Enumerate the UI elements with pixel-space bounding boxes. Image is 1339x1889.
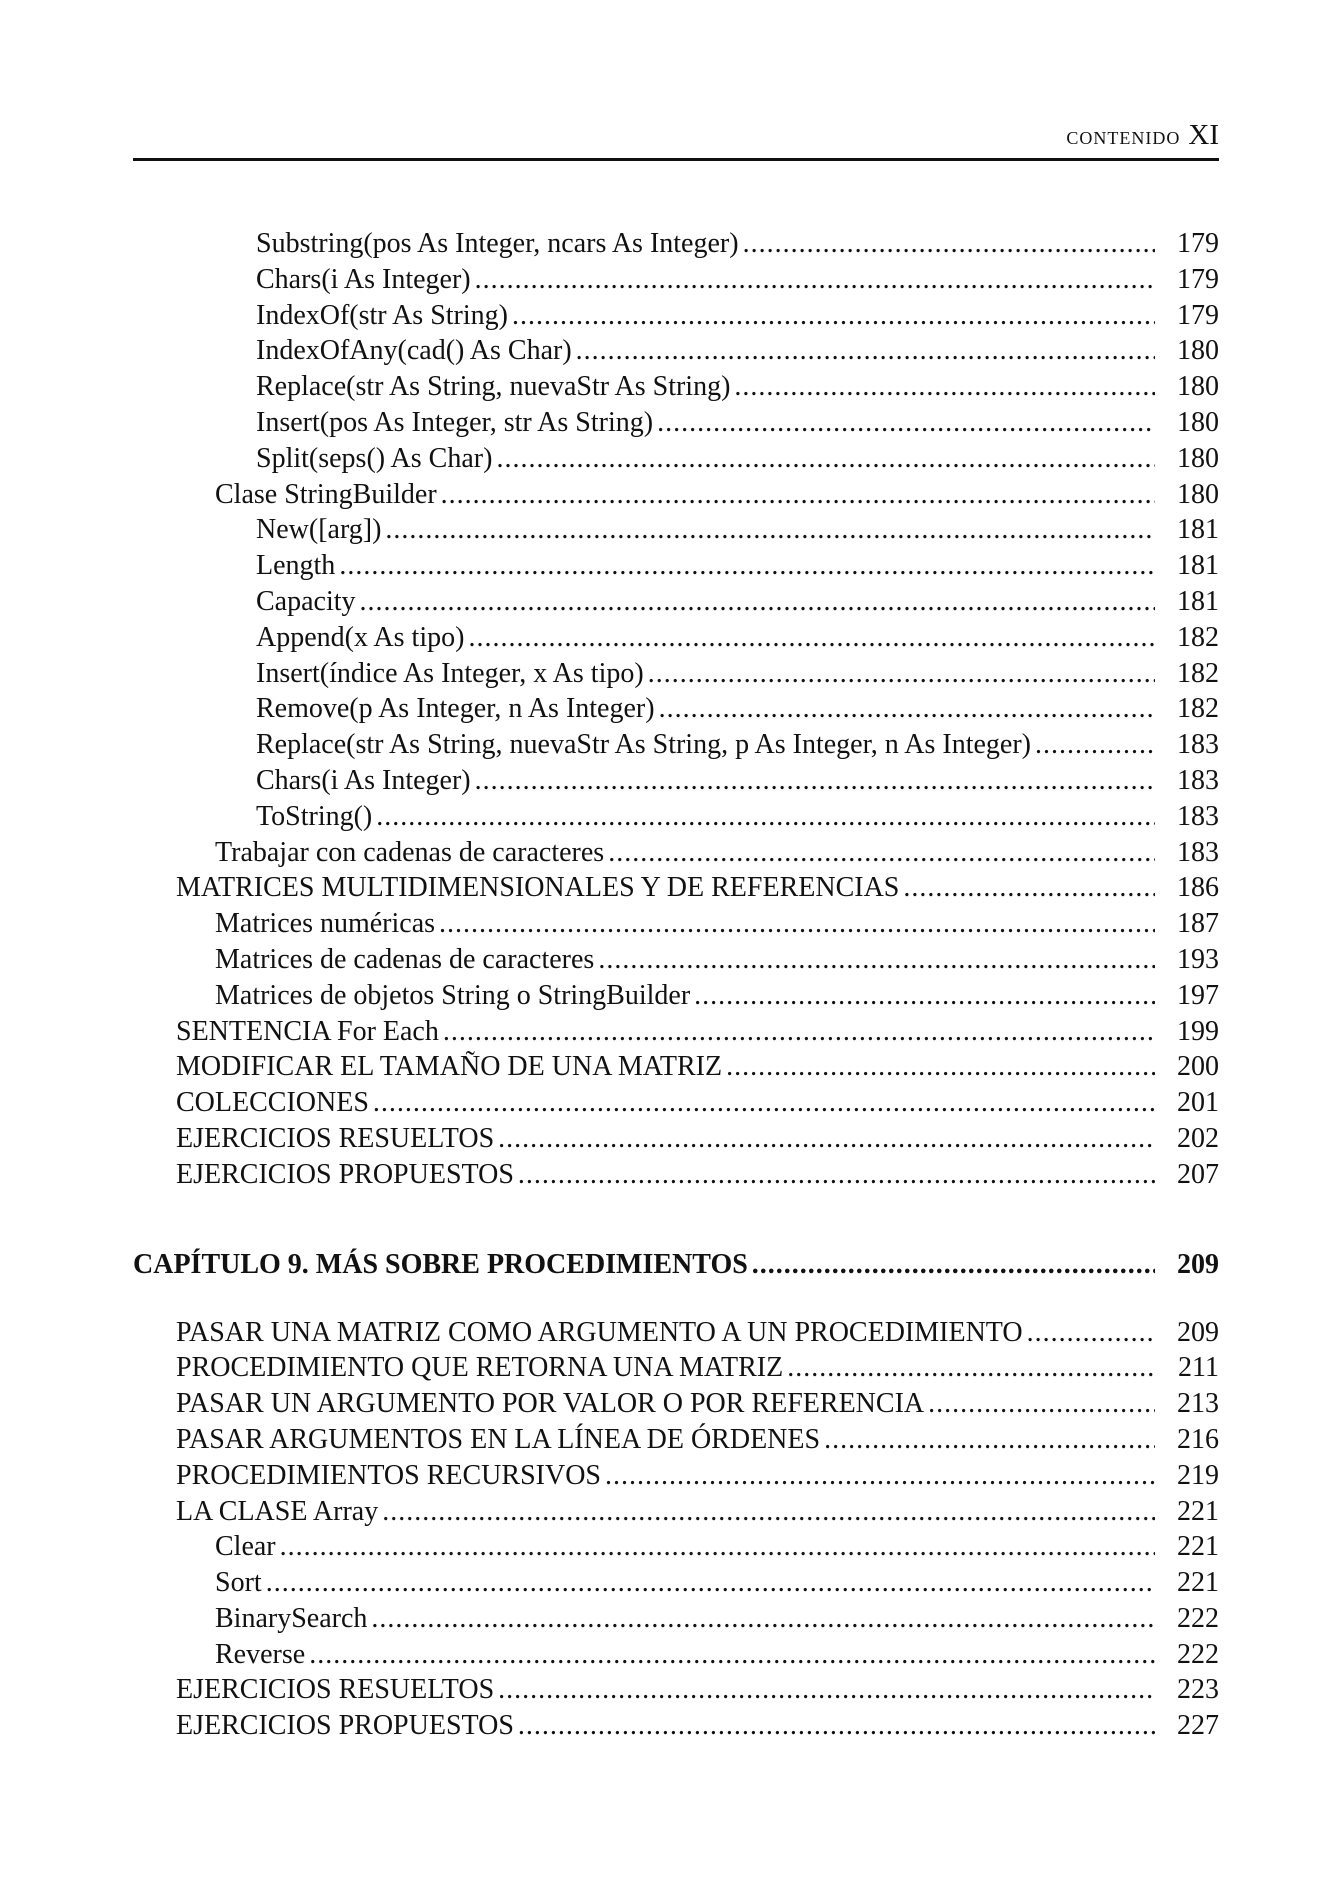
toc-entry-page: 179 [1177, 299, 1219, 331]
toc-entry [133, 1637, 1219, 1673]
dot-leader [496, 441, 1155, 477]
toc-entry [133, 405, 1219, 441]
toc-entry-page: 182 [1177, 621, 1219, 653]
toc-entry [133, 1315, 1219, 1351]
toc-entry-page: 180 [1177, 335, 1219, 367]
toc-entry-title: Insert(índice As Integer, x As tipo) [256, 657, 644, 689]
dot-leader [385, 512, 1155, 548]
dot-leader [659, 691, 1155, 727]
toc-entry-page: 181 [1177, 514, 1219, 546]
toc-entry-title: IndexOfAny(cad() As Char) [256, 335, 572, 367]
toc-entry [133, 262, 1219, 298]
toc-entry-title: Append(x As tipo) [256, 621, 465, 653]
toc-entry-title: EJERCICIOS RESUELTOS [176, 1122, 495, 1154]
toc-entry-title: Replace(str As String, nuevaStr As String) [256, 371, 731, 403]
toc-entry-page: 186 [1177, 872, 1219, 904]
toc-entry-title: PROCEDIMIENTOS RECURSIVOS [176, 1459, 601, 1491]
dot-leader [441, 477, 1155, 513]
toc-entry [133, 799, 1219, 835]
toc-entry [133, 1014, 1219, 1050]
toc-entry [133, 298, 1219, 334]
toc-entry [133, 1672, 1219, 1708]
toc-entry-title: Clear [215, 1531, 276, 1563]
toc-entry-page: 211 [1178, 1352, 1219, 1384]
dot-leader [694, 978, 1155, 1014]
toc-entry-page: 221 [1177, 1567, 1219, 1599]
toc-entry-title: Matrices de objetos String o StringBuilder [215, 979, 691, 1011]
dot-leader [743, 226, 1155, 262]
toc-entry-title: Split(seps() As Char) [256, 442, 493, 474]
toc-entry [133, 1529, 1219, 1565]
dot-leader [1027, 1315, 1155, 1351]
toc-entry [133, 369, 1219, 405]
dot-leader [787, 1350, 1155, 1386]
toc-entry [133, 1601, 1219, 1637]
toc-entry-title: Reverse [215, 1638, 306, 1670]
dot-leader [648, 656, 1155, 692]
toc-entry-page: 213 [1177, 1388, 1219, 1420]
toc-entry [133, 620, 1219, 656]
toc-entry [133, 1049, 1219, 1085]
toc-entry [133, 477, 1219, 513]
toc-entry-page: 180 [1177, 371, 1219, 403]
toc-entry-title: Clase StringBuilder [215, 478, 437, 510]
toc-entry-title: Chars(i As Integer) [256, 263, 471, 295]
dot-leader [498, 1121, 1155, 1157]
dot-leader [376, 799, 1155, 835]
toc-entry-title: PASAR UNA MATRIZ COMO ARGUMENTO A UN PROCEDIMIENTO [176, 1316, 1023, 1348]
toc-entry-title: IndexOf(str As String) [256, 299, 508, 331]
toc-entry-page: 222 [1177, 1602, 1219, 1634]
running-header [1066, 119, 1219, 152]
header-label: CONTENIDO [1066, 128, 1181, 148]
toc-entry-page: 221 [1177, 1495, 1219, 1527]
toc-entry [133, 333, 1219, 369]
toc-entry-page: 207 [1177, 1158, 1219, 1190]
toc-entry-title: SENTENCIA For Each [176, 1015, 439, 1047]
toc-entry [133, 1386, 1219, 1422]
toc-entry-page: 227 [1177, 1710, 1219, 1742]
toc-entry-title: MODIFICAR EL TAMAÑO DE UNA MATRIZ [176, 1051, 723, 1083]
toc-entry-page: 183 [1177, 764, 1219, 796]
dot-leader [475, 763, 1155, 799]
toc-entry [133, 1157, 1219, 1193]
toc-entry [133, 226, 1219, 262]
toc-entry-page: 181 [1177, 585, 1219, 617]
dot-leader [518, 1157, 1155, 1193]
toc-entry-title: LA CLASE Array [176, 1495, 379, 1527]
toc-entry [133, 691, 1219, 727]
toc-entry-title: Sort [215, 1567, 262, 1599]
chapter-heading [133, 1245, 1219, 1285]
toc-entry-page: 187 [1177, 908, 1219, 940]
dot-leader [443, 1014, 1155, 1050]
toc-entry-title: EJERCICIOS PROPUESTOS [176, 1158, 514, 1190]
dot-leader [928, 1386, 1155, 1422]
toc-entry-title: EJERCICIOS RESUELTOS [176, 1674, 495, 1706]
toc-entry [133, 727, 1219, 763]
dot-leader [439, 906, 1155, 942]
table-of-contents [133, 226, 1219, 1744]
toc-entry-title: COLECCIONES [176, 1087, 369, 1119]
dot-leader [657, 405, 1155, 441]
toc-entry-title: Insert(pos As Integer, str As String) [256, 406, 654, 438]
toc-entry-title: Matrices numéricas [215, 908, 436, 940]
toc-entry-title: EJERCICIOS PROPUESTOS [176, 1710, 514, 1742]
toc-entry-page: 179 [1177, 228, 1219, 259]
toc-entry-title: BinarySearch [215, 1602, 368, 1634]
dot-leader [309, 1637, 1155, 1673]
dot-leader [903, 870, 1155, 906]
toc-entry-title: Replace(str As String, nuevaStr As String, p As Integer, n As Integer) [256, 729, 1031, 761]
toc-entry-page: 180 [1177, 406, 1219, 438]
toc-entry-page: 197 [1177, 979, 1219, 1011]
toc-entry-page: 221 [1177, 1531, 1219, 1563]
toc-entry [133, 1121, 1219, 1157]
toc-entry-title: Remove(p As Integer, n As Integer) [256, 693, 655, 725]
toc-entry-title: Substring(pos As Integer, ncars As Integer) [256, 228, 739, 259]
toc-entry-page: 199 [1177, 1015, 1219, 1047]
dot-leader [605, 1458, 1155, 1494]
toc-entry [133, 1085, 1219, 1121]
toc-entry-title: Length [256, 550, 336, 582]
toc-entry [133, 870, 1219, 906]
toc-entry-page: 200 [1177, 1051, 1219, 1083]
toc-entry-page: 201 [1177, 1087, 1219, 1119]
dot-leader [339, 548, 1155, 584]
toc-entry-title: Trabajar con cadenas de caracteres [215, 836, 605, 868]
toc-entry [133, 1565, 1219, 1601]
toc-entry [133, 441, 1219, 477]
dot-leader [824, 1422, 1155, 1458]
chapter-title: CAPÍTULO 9. MÁS SOBRE PROCEDIMIENTOS [133, 1248, 748, 1280]
toc-entry-title: PROCEDIMIENTO QUE RETORNA UNA MATRIZ [176, 1352, 784, 1384]
dot-leader [373, 1085, 1155, 1121]
toc-entry [133, 1708, 1219, 1744]
toc-entry [133, 584, 1219, 620]
dot-leader [598, 942, 1155, 978]
dot-leader [266, 1565, 1155, 1601]
toc-entry [133, 942, 1219, 978]
toc-entry-page: 181 [1177, 550, 1219, 582]
toc-entry-page: 183 [1177, 729, 1219, 761]
toc-entry [133, 763, 1219, 799]
toc-entry-page: 216 [1177, 1423, 1219, 1455]
toc-entry-page: 180 [1177, 478, 1219, 510]
toc-entry-title: Chars(i As Integer) [256, 764, 471, 796]
toc-entry-title: MATRICES MULTIDIMENSIONALES Y DE REFERENCIAS [176, 872, 900, 904]
toc-entry-page: 180 [1177, 442, 1219, 474]
toc-entry-title: Capacity [256, 585, 356, 617]
toc-entry-page: 223 [1177, 1674, 1219, 1706]
dot-leader [576, 333, 1155, 369]
dot-leader [498, 1672, 1155, 1708]
dot-leader [752, 1245, 1155, 1285]
toc-entry [133, 1494, 1219, 1530]
toc-entry-title: Matrices de cadenas de caracteres [215, 943, 595, 975]
toc-entry-page: 183 [1177, 800, 1219, 832]
toc-entry-page: 182 [1177, 657, 1219, 689]
toc-entry [133, 835, 1219, 871]
toc-section-after [133, 1315, 1219, 1745]
toc-entry-page: 219 [1177, 1459, 1219, 1491]
dot-leader [518, 1708, 1155, 1744]
dot-leader [512, 298, 1155, 334]
toc-entry-page: 202 [1177, 1122, 1219, 1154]
dot-leader [382, 1494, 1155, 1530]
toc-entry [133, 1458, 1219, 1494]
toc-entry-page: 193 [1177, 943, 1219, 975]
dot-leader [360, 584, 1155, 620]
toc-section-before [133, 226, 1219, 1193]
toc-entry-page: 183 [1177, 836, 1219, 868]
toc-entry [133, 512, 1219, 548]
dot-leader [468, 620, 1155, 656]
dot-leader [608, 835, 1155, 871]
toc-entry-title: New([arg]) [256, 514, 382, 546]
dot-leader [371, 1601, 1155, 1637]
toc-entry-title: ToString() [256, 800, 373, 832]
dot-leader [726, 1049, 1155, 1085]
toc-entry [133, 906, 1219, 942]
toc-entry-title: PASAR ARGUMENTOS EN LA LÍNEA DE ÓRDENES [176, 1423, 821, 1455]
dot-leader [280, 1529, 1155, 1565]
toc-entry [133, 548, 1219, 584]
toc-entry [133, 656, 1219, 692]
header-page-number: XI [1188, 119, 1219, 151]
toc-entry [133, 1350, 1219, 1386]
page-header [133, 118, 1219, 161]
toc-entry-title: PASAR UN ARGUMENTO POR VALOR O POR REFERENCIA [176, 1388, 925, 1420]
toc-entry [133, 1422, 1219, 1458]
toc-entry-page: 179 [1177, 263, 1219, 295]
dot-leader [1035, 727, 1155, 763]
toc-entry-page: 209 [1177, 1316, 1219, 1348]
toc-entry-page: 222 [1177, 1638, 1219, 1670]
toc-entry-page: 182 [1177, 693, 1219, 725]
dot-leader [475, 262, 1155, 298]
toc-entry [133, 978, 1219, 1014]
chapter-page: 209 [1177, 1248, 1219, 1280]
dot-leader [734, 369, 1155, 405]
